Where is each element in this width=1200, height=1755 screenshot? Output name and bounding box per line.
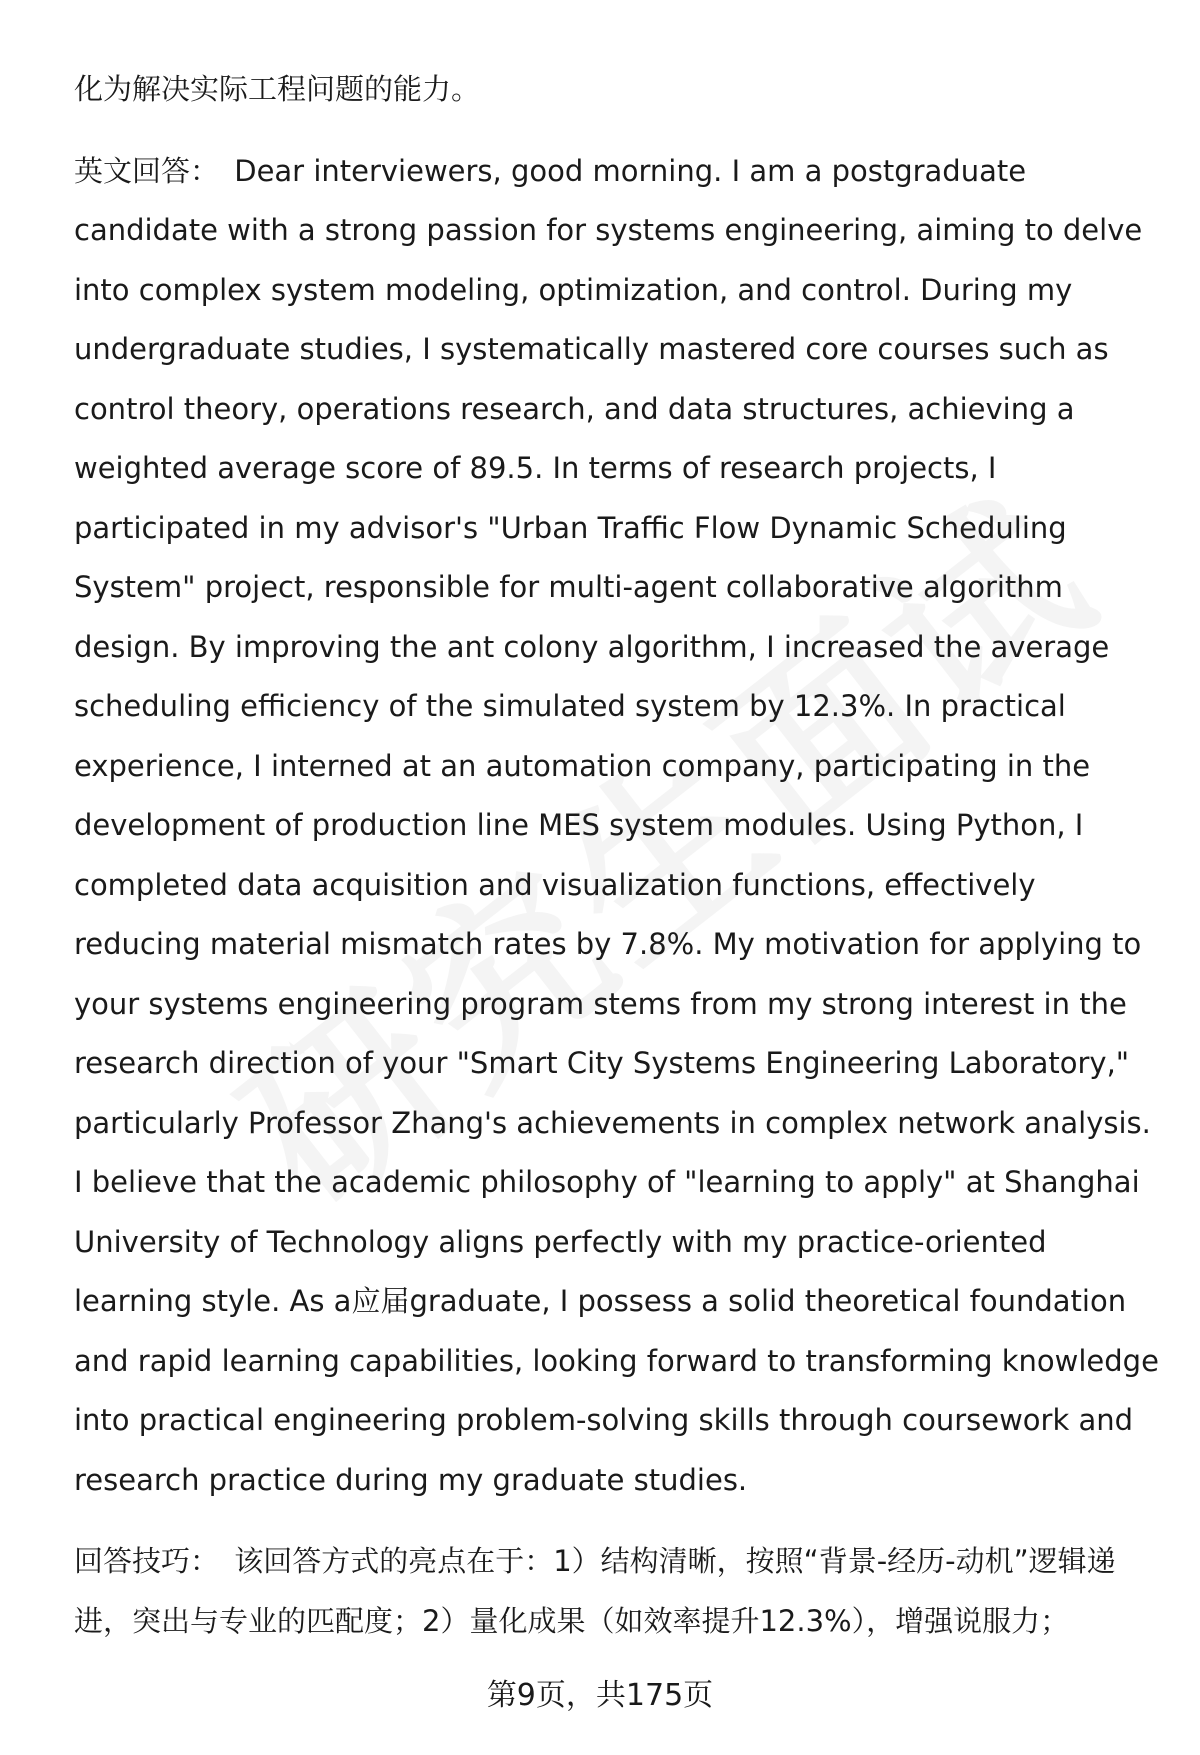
intro-tail-paragraph (74, 60, 1160, 120)
intro-tail-text: 化为解决实际工程问题的能力。 (74, 72, 481, 106)
answer-tips-label: 回答技巧： (74, 1544, 220, 1578)
answer-tips-text: 该回答方式的亮点在于：1）结构清晰，按照“背景-经历-动机”逻辑递进，突出与专业的匹配度；2）量化成果（如效率提升12.3%），增强说服力； (74, 1544, 1116, 1638)
english-answer-text: Dear interviewers, good morning. I am a postgraduate candidate with a strong passion for systems engineering, aiming to delve into complex system modeling, optimization, and control. During my undergraduate studies, I systematically mastered core courses such as control theory, operations research, and data structures, achieving a weighted average score of 89.5. In terms of research projects, I participated in my advisor's "Urban Traffic Flow Dynamic Scheduling System" project, responsible for multi-agent collaborative algorithm design. By improving the ant colony algorithm, I increased the average scheduling efficiency of the simulated system by 12.3%. In practical experience, I interned at an automation company, participating in the development of production line MES system modules. Using Python, I completed data acquisition and visualization functions, effectively reducing material mismatch rates by 7.8%. My motivation for applying to your systems engineering program stems from my strong interest in the research direction of your "Smart City Systems Engineering Laboratory," particularly Professor Zhang's achievements in complex network analysis. I believe that the academic philosophy of "learning to apply" at Shanghai University of Technology aligns perfectly with my practice-oriented learning style. As a应届graduate, I possess a solid theoretical foundation and rapid learning capabilities, looking forward to transforming knowledge into practical engineering problem-solving skills through coursework and research practice during my graduate studies. (74, 153, 1159, 1497)
english-answer-label: 英文回答： (74, 153, 220, 188)
answer-tips-paragraph (74, 1532, 1160, 1651)
english-answer-paragraph (74, 142, 1160, 1511)
page-number-footer: 第9页，共175页 (486, 1678, 714, 1713)
document-body (74, 60, 1160, 1651)
